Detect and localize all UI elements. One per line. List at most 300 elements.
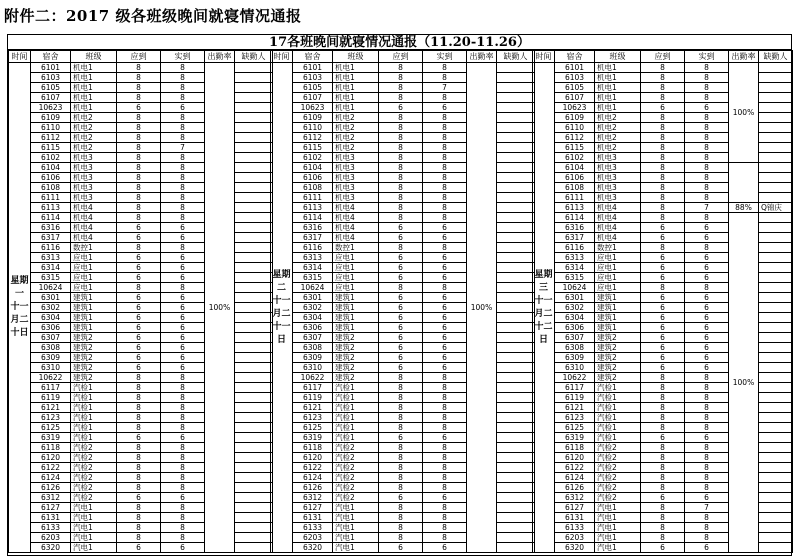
class-cell: 汽检1	[595, 413, 641, 423]
room-cell: 6203	[31, 533, 71, 543]
present-cell: 7	[161, 143, 205, 153]
absentee-cell	[759, 93, 793, 103]
present-cell: 8	[161, 473, 205, 483]
present-cell: 8	[423, 283, 467, 293]
class-cell: 应电1	[71, 273, 117, 283]
expected-cell: 8	[641, 483, 685, 493]
present-cell: 6	[685, 543, 729, 553]
present-cell: 8	[161, 133, 205, 143]
absentee-cell	[497, 243, 535, 253]
expected-cell: 8	[641, 193, 685, 203]
table-row	[271, 63, 535, 73]
present-cell: 8	[161, 193, 205, 203]
room-cell: 6316	[293, 223, 333, 233]
present-header: 实到	[161, 51, 205, 63]
present-cell: 8	[685, 193, 729, 203]
present-cell: 8	[685, 153, 729, 163]
present-cell: 8	[423, 163, 467, 173]
room-cell: 6122	[293, 463, 333, 473]
present-cell: 8	[161, 503, 205, 513]
class-cell: 汽检2	[333, 483, 379, 493]
present-cell: 6	[423, 363, 467, 373]
room-cell: 6119	[31, 393, 71, 403]
table-row	[9, 63, 273, 73]
expected-cell: 6	[379, 363, 423, 373]
present-cell: 8	[161, 523, 205, 533]
present-cell: 6	[685, 223, 729, 233]
room-cell: 6133	[555, 523, 595, 533]
expected-cell: 8	[641, 73, 685, 83]
expected-cell: 8	[641, 243, 685, 253]
room-cell: 6107	[293, 93, 333, 103]
class-cell: 应电1	[71, 253, 117, 263]
expected-cell: 8	[117, 403, 161, 413]
present-cell: 6	[161, 223, 205, 233]
present-cell: 8	[423, 113, 467, 123]
header-row	[9, 51, 273, 63]
present-cell: 8	[161, 463, 205, 473]
class-cell: 汽检1	[71, 423, 117, 433]
room-header: 宿舍	[555, 51, 595, 63]
present-cell: 6	[161, 273, 205, 283]
present-cell: 6	[685, 353, 729, 363]
room-cell: 10622	[555, 373, 595, 383]
absentee-cell	[759, 243, 793, 253]
expected-cell: 6	[641, 323, 685, 333]
expected-cell: 8	[117, 113, 161, 123]
absentee-cell	[235, 463, 273, 473]
expected-cell: 6	[641, 343, 685, 353]
class-cell: 机电3	[333, 193, 379, 203]
class-cell: 应电1	[333, 253, 379, 263]
room-cell: 6116	[293, 243, 333, 253]
present-cell: 8	[161, 513, 205, 523]
expected-cell: 8	[379, 123, 423, 133]
present-cell: 6	[161, 543, 205, 553]
expected-cell: 6	[379, 273, 423, 283]
expected-cell: 6	[379, 303, 423, 313]
absentee-cell	[497, 353, 535, 363]
absentee-cell	[497, 133, 535, 143]
room-cell: 6317	[293, 233, 333, 243]
absentee-cell	[497, 393, 535, 403]
absentee-cell	[235, 143, 273, 153]
expected-cell: 8	[379, 473, 423, 483]
expected-header: 应到	[379, 51, 423, 63]
class-cell: 机电3	[71, 173, 117, 183]
expected-cell: 8	[117, 483, 161, 493]
class-cell: 机电1	[595, 103, 641, 113]
absentee-cell	[235, 523, 273, 533]
class-cell: 汽检2	[333, 443, 379, 453]
class-cell: 汽电1	[595, 543, 641, 553]
present-cell: 6	[685, 363, 729, 373]
present-cell: 8	[685, 463, 729, 473]
expected-cell: 6	[117, 293, 161, 303]
class-cell: 建筑2	[333, 373, 379, 383]
room-cell: 6313	[555, 253, 595, 263]
present-cell: 6	[161, 233, 205, 243]
room-cell: 6106	[31, 173, 71, 183]
absentee-cell	[759, 193, 793, 203]
expected-cell: 6	[379, 493, 423, 503]
absentee-cell	[497, 323, 535, 333]
room-cell: 6308	[31, 343, 71, 353]
present-cell: 6	[161, 303, 205, 313]
absentee-cell	[497, 463, 535, 473]
room-cell: 6105	[293, 83, 333, 93]
class-cell: 机电1	[595, 83, 641, 93]
expected-cell: 8	[379, 383, 423, 393]
expected-cell: 8	[641, 393, 685, 403]
absentee-cell	[235, 163, 273, 173]
room-cell: 6110	[555, 123, 595, 133]
expected-cell: 6	[117, 353, 161, 363]
absentee-cell	[235, 293, 273, 303]
expected-cell: 6	[641, 263, 685, 273]
present-cell: 8	[685, 83, 729, 93]
absentee-cell	[497, 303, 535, 313]
room-cell: 6127	[31, 503, 71, 513]
room-cell: 6112	[31, 133, 71, 143]
present-cell: 8	[161, 203, 205, 213]
present-cell: 6	[685, 273, 729, 283]
expected-cell: 8	[117, 243, 161, 253]
present-cell: 8	[161, 413, 205, 423]
expected-cell: 6	[117, 103, 161, 113]
absentee-cell	[759, 213, 793, 223]
room-cell: 6312	[293, 493, 333, 503]
class-cell: 机电2	[333, 113, 379, 123]
class-cell: 机电1	[71, 63, 117, 73]
class-cell: 汽电1	[595, 533, 641, 543]
room-cell: 6107	[31, 93, 71, 103]
absentee-cell	[235, 283, 273, 293]
header-row	[533, 51, 793, 63]
absentee-cell	[759, 113, 793, 123]
expected-cell: 8	[641, 133, 685, 143]
present-cell: 6	[423, 303, 467, 313]
room-cell: 6319	[31, 433, 71, 443]
present-cell: 6	[423, 323, 467, 333]
class-cell: 机电1	[333, 73, 379, 83]
room-cell: 6316	[31, 223, 71, 233]
absentee-cell	[759, 63, 793, 73]
absentee-cell	[235, 433, 273, 443]
expected-cell: 6	[379, 263, 423, 273]
absentee-cell	[497, 333, 535, 343]
class-cell: 汽检2	[71, 453, 117, 463]
class-cell: 应电1	[595, 253, 641, 263]
class-cell: 汽检2	[333, 473, 379, 483]
class-cell: 机电2	[595, 123, 641, 133]
expected-cell: 8	[379, 453, 423, 463]
expected-cell: 8	[117, 133, 161, 143]
expected-cell: 8	[379, 533, 423, 543]
expected-cell: 8	[117, 523, 161, 533]
present-cell: 8	[161, 453, 205, 463]
expected-cell: 8	[117, 383, 161, 393]
present-cell: 8	[685, 213, 729, 223]
class-cell: 汽检1	[595, 423, 641, 433]
class-cell: 汽检2	[333, 463, 379, 473]
room-cell: 6101	[31, 63, 71, 73]
expected-cell: 6	[641, 353, 685, 363]
class-cell: 汽检1	[595, 403, 641, 413]
absentee-cell	[235, 323, 273, 333]
expected-cell: 8	[641, 203, 685, 213]
expected-cell: 8	[117, 193, 161, 203]
class-cell: 汽电1	[71, 503, 117, 513]
room-cell: 6109	[293, 113, 333, 123]
class-cell: 汽检1	[333, 393, 379, 403]
room-cell: 6302	[293, 303, 333, 313]
absentee-cell	[497, 63, 535, 73]
absentee-cell	[235, 303, 273, 313]
absentee-cell	[759, 533, 793, 543]
attendance-table	[270, 50, 535, 553]
expected-cell: 8	[641, 173, 685, 183]
room-cell: 6125	[293, 423, 333, 433]
present-cell: 6	[423, 293, 467, 303]
absentee-cell	[759, 363, 793, 373]
class-cell: 应电1	[333, 273, 379, 283]
absentee-cell	[235, 263, 273, 273]
absentee-cell	[759, 273, 793, 283]
class-cell: 汽电1	[333, 513, 379, 523]
room-cell: 6105	[555, 83, 595, 93]
room-cell: 6313	[293, 253, 333, 263]
present-cell: 8	[161, 283, 205, 293]
present-cell: 8	[423, 153, 467, 163]
absentee-cell	[759, 333, 793, 343]
expected-cell: 8	[641, 533, 685, 543]
class-cell: 机电4	[71, 233, 117, 243]
present-cell: 8	[685, 123, 729, 133]
class-cell: 建筑1	[595, 293, 641, 303]
class-cell: 机电1	[71, 73, 117, 83]
class-cell: 建筑1	[333, 293, 379, 303]
expected-cell: 8	[379, 373, 423, 383]
class-cell: 汽检1	[333, 423, 379, 433]
expected-cell: 6	[641, 103, 685, 113]
room-cell: 6104	[31, 163, 71, 173]
class-cell: 机电4	[71, 223, 117, 233]
expected-cell: 8	[641, 93, 685, 103]
room-cell: 6102	[555, 153, 595, 163]
day-group-3	[532, 50, 792, 556]
class-cell: 机电1	[71, 103, 117, 113]
absentee-cell	[759, 523, 793, 533]
room-cell: 6317	[555, 233, 595, 243]
class-cell: 汽检2	[71, 473, 117, 483]
present-cell: 8	[685, 283, 729, 293]
attendance-table	[532, 50, 793, 553]
room-cell: 6110	[31, 123, 71, 133]
class-cell: 机电4	[595, 223, 641, 233]
room-cell: 10624	[31, 283, 71, 293]
present-cell: 8	[161, 153, 205, 163]
class-cell: 汽检1	[71, 393, 117, 403]
absentee-cell	[235, 423, 273, 433]
absentee-cell	[497, 493, 535, 503]
room-cell: 6307	[293, 333, 333, 343]
present-cell: 8	[161, 173, 205, 183]
present-cell: 8	[685, 183, 729, 193]
room-cell: 6123	[293, 413, 333, 423]
expected-cell: 8	[641, 383, 685, 393]
class-cell: 汽检1	[71, 433, 117, 443]
absentee-cell	[759, 453, 793, 463]
absentee-cell	[497, 473, 535, 483]
class-cell: 建筑1	[71, 303, 117, 313]
present-cell: 6	[423, 353, 467, 363]
class-cell: 汽检1	[595, 433, 641, 443]
class-cell: 汽检2	[595, 463, 641, 473]
absentee-cell	[759, 323, 793, 333]
absentee-cell	[497, 253, 535, 263]
expected-cell: 6	[117, 543, 161, 553]
present-cell: 8	[685, 73, 729, 83]
table-row	[533, 163, 793, 173]
present-header: 实到	[423, 51, 467, 63]
expected-cell: 8	[379, 523, 423, 533]
expected-cell: 8	[641, 183, 685, 193]
expected-cell: 6	[379, 353, 423, 363]
class-cell: 汽检2	[333, 453, 379, 463]
absentee-cell	[235, 533, 273, 543]
present-cell: 6	[685, 263, 729, 273]
present-cell: 6	[161, 263, 205, 273]
absentee-cell	[497, 293, 535, 303]
present-cell: 6	[685, 343, 729, 353]
expected-cell: 8	[379, 503, 423, 513]
expected-cell: 8	[379, 183, 423, 193]
present-cell: 8	[685, 443, 729, 453]
expected-cell: 8	[641, 213, 685, 223]
present-cell: 8	[685, 393, 729, 403]
absentee-cell	[759, 443, 793, 453]
expected-cell: 8	[379, 513, 423, 523]
room-cell: 6306	[293, 323, 333, 333]
class-cell: 机电4	[595, 203, 641, 213]
class-cell: 机电4	[71, 213, 117, 223]
present-cell: 8	[423, 143, 467, 153]
table-row	[533, 203, 793, 213]
class-cell: 机电4	[71, 203, 117, 213]
room-cell: 10623	[293, 103, 333, 113]
class-cell: 机电1	[595, 73, 641, 83]
present-cell: 8	[423, 533, 467, 543]
present-cell: 8	[423, 73, 467, 83]
expected-cell: 8	[641, 373, 685, 383]
absentee-cell	[759, 183, 793, 193]
expected-cell: 6	[117, 273, 161, 283]
room-cell: 6103	[31, 73, 71, 83]
room-cell: 6107	[555, 93, 595, 103]
class-cell: 建筑1	[595, 323, 641, 333]
absentee-cell	[235, 183, 273, 193]
expected-cell: 6	[117, 263, 161, 273]
present-cell: 8	[423, 503, 467, 513]
room-cell: 6306	[555, 323, 595, 333]
room-cell: 6116	[555, 243, 595, 253]
room-cell: 6307	[555, 333, 595, 343]
room-cell: 6108	[31, 183, 71, 193]
expected-cell: 8	[379, 93, 423, 103]
expected-cell: 8	[117, 163, 161, 173]
room-cell: 6114	[555, 213, 595, 223]
absentee-cell	[235, 403, 273, 413]
absentee-cell	[497, 183, 535, 193]
class-cell: 建筑2	[333, 363, 379, 373]
absentee-cell	[235, 233, 273, 243]
attendance-rate-cell: 100%	[729, 213, 759, 553]
attendance-rate-cell: 100%	[729, 63, 759, 163]
class-cell: 数控1	[71, 243, 117, 253]
absentee-cell	[497, 103, 535, 113]
class-cell: 数控1	[595, 243, 641, 253]
expected-cell: 8	[641, 123, 685, 133]
expected-cell: 6	[117, 343, 161, 353]
attendance-rate-cell: 88%	[729, 203, 759, 213]
present-cell: 8	[423, 483, 467, 493]
present-cell: 8	[685, 243, 729, 253]
absentee-cell	[497, 383, 535, 393]
present-cell: 8	[685, 513, 729, 523]
room-cell: 10623	[555, 103, 595, 113]
present-cell: 8	[685, 423, 729, 433]
present-cell: 8	[423, 133, 467, 143]
present-cell: 6	[423, 333, 467, 343]
absentee-cell	[497, 343, 535, 353]
room-cell: 6203	[293, 533, 333, 543]
absentee-cell	[235, 483, 273, 493]
class-cell: 机电3	[333, 163, 379, 173]
present-cell: 8	[161, 393, 205, 403]
class-cell: 汽电1	[71, 543, 117, 553]
absentee-cell	[235, 173, 273, 183]
room-header: 宿舍	[31, 51, 71, 63]
absentee-cell	[759, 263, 793, 273]
absentee-cell	[759, 433, 793, 443]
expected-cell: 6	[641, 333, 685, 343]
class-cell: 汽检2	[595, 493, 641, 503]
expected-cell: 6	[641, 223, 685, 233]
room-cell: 6124	[555, 473, 595, 483]
present-cell: 6	[161, 363, 205, 373]
class-cell: 汽电1	[333, 523, 379, 533]
class-cell: 汽检1	[595, 393, 641, 403]
expected-cell: 8	[641, 503, 685, 513]
expected-cell: 8	[641, 413, 685, 423]
room-cell: 6301	[555, 293, 595, 303]
absentee-cell	[759, 513, 793, 523]
present-cell: 6	[161, 313, 205, 323]
present-cell: 6	[161, 253, 205, 263]
absentee-cell	[759, 483, 793, 493]
day-group-2	[270, 50, 534, 556]
expected-cell: 8	[641, 443, 685, 453]
expected-cell: 6	[117, 223, 161, 233]
class-header: 班级	[333, 51, 379, 63]
class-cell: 汽检1	[71, 413, 117, 423]
room-cell: 6307	[31, 333, 71, 343]
present-cell: 6	[423, 273, 467, 283]
class-cell: 汽电1	[595, 523, 641, 533]
present-cell: 8	[161, 383, 205, 393]
absentee-cell	[235, 343, 273, 353]
